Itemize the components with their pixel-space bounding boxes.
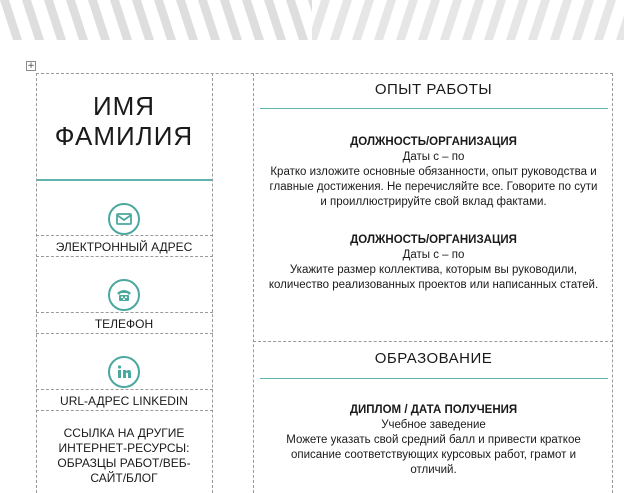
row-border-linkedin-icon (36, 389, 213, 390)
job-description-line: Кратко изложите основные обязанности, опыт руководства и (270, 166, 597, 178)
education-description-line: Можете указать свой средний балл и привести краткое (286, 434, 581, 446)
row-border-experience (253, 341, 613, 342)
first-name[interactable]: ИМЯ (92, 91, 156, 121)
linkedin-label[interactable]: URL-АДРЕС LINKEDIN (60, 394, 188, 408)
experience-heading-rule (260, 108, 608, 109)
job-description-line: главные достижения. Не перечисляйте все. Говорите по сути (269, 181, 598, 193)
last-name[interactable]: ФАМИЛИЯ (54, 121, 194, 151)
other-links-line: ОБРАЗЦЫ РАБОТ/ВЕБ- (57, 456, 191, 470)
education-heading[interactable]: ОБРАЗОВАНИЕ (374, 350, 493, 367)
row-border-phone-label (36, 333, 213, 334)
job-dates: Даты с – по (402, 249, 465, 261)
experience-heading[interactable]: ОПЫТ РАБОТЫ (374, 81, 493, 98)
resume-table (36, 73, 613, 493)
education-description-line: отличий. (410, 464, 457, 476)
job-title: ДОЛЖНОСТЬ/ОРГАНИЗАЦИЯ (350, 136, 517, 148)
candidate-name[interactable] (36, 91, 212, 151)
row-border-email-icon (36, 235, 213, 236)
school-name: Учебное заведение (381, 419, 486, 431)
job-description-line: количество реализованных проектов или написанных статей. (268, 279, 599, 291)
row-border-linkedin-label (36, 410, 213, 411)
row-border-phone-icon (36, 312, 213, 313)
job-description-line: Укажите размер коллектива, которым вы руководили, (289, 264, 578, 276)
linkedin-icon (108, 356, 140, 388)
education-heading-rule (260, 378, 608, 379)
table-move-handle-icon[interactable]: + (27, 61, 35, 71)
other-links-line: ССЫЛКА НА ДРУГИЕ (63, 426, 185, 440)
job-dates: Даты с – по (402, 151, 465, 163)
other-links-line: ИНТЕРНЕТ-РЕСУРСЫ: (58, 441, 190, 455)
degree-title: ДИПЛОМ / ДАТА ПОЛУЧЕНИЯ (349, 404, 518, 416)
experience-entry-1[interactable] (254, 135, 613, 210)
other-links-text[interactable] (36, 426, 212, 486)
experience-entry-2[interactable] (254, 233, 613, 293)
other-links-line: САЙТ/БЛОГ (90, 471, 158, 485)
phone-label[interactable]: ТЕЛЕФОН (94, 317, 154, 331)
header-stripes-graphic (0, 0, 624, 40)
name-accent-rule (37, 179, 212, 181)
row-border-email-label (36, 256, 213, 257)
job-description-line: и проиллюстрируйте свой вклад фактами. (320, 196, 547, 208)
telephone-icon (108, 279, 140, 311)
education-entry-1[interactable] (254, 403, 613, 478)
envelope-icon (108, 203, 140, 235)
table-border-col1 (212, 73, 213, 493)
education-description-line: описание соответствующих курсовых работ, грамот и (290, 449, 577, 461)
table-border-top (36, 73, 613, 74)
job-title: ДОЛЖНОСТЬ/ОРГАНИЗАЦИЯ (350, 234, 517, 246)
email-label[interactable]: ЭЛЕКТРОННЫЙ АДРЕС (55, 240, 193, 254)
